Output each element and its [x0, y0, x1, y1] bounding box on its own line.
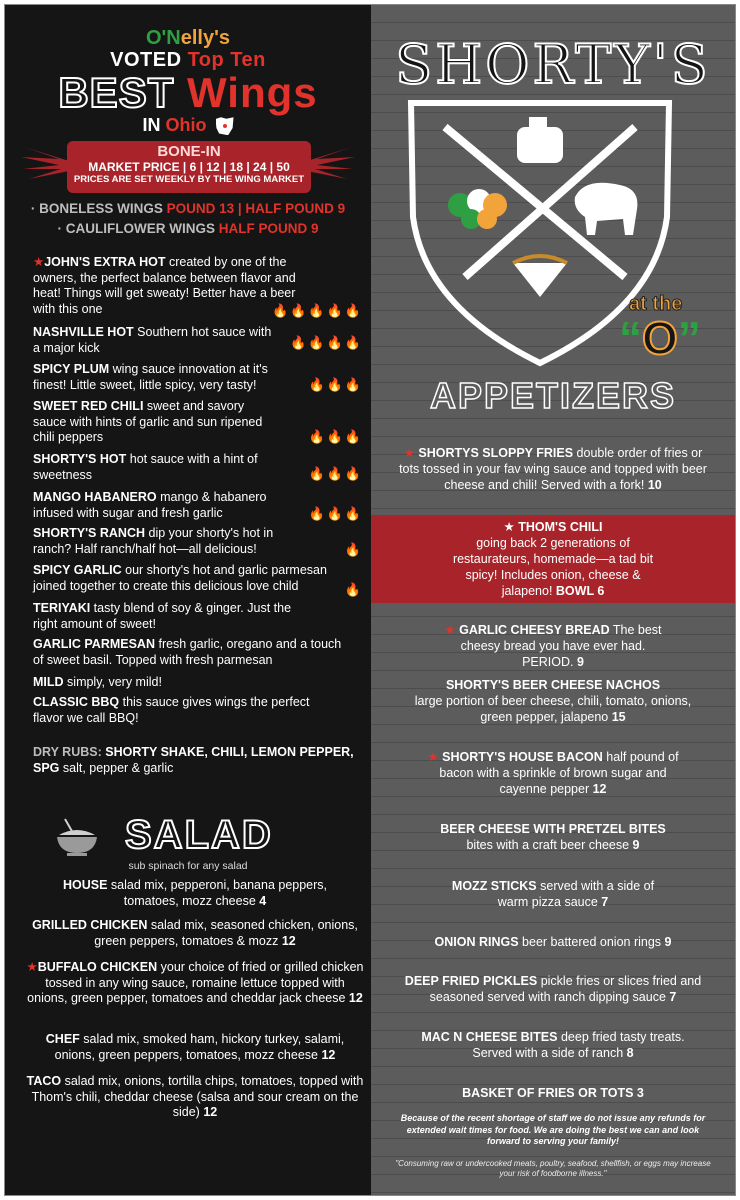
heat-rating-icon: 🔥 — [344, 582, 363, 597]
appetizer-item: ONION RINGS beer battered onion rings 9 — [434, 935, 672, 949]
heat-rating-icon: 🔥🔥🔥 — [308, 377, 363, 392]
appetizer-item: MOZZ STICKS served with a side of warm pizza sauce 7 — [451, 879, 655, 909]
at-the-text: at the — [629, 293, 683, 315]
appetizer-item: DEEP FRIED PICKLES pickle fries or slices fried and seasoned served with ranch dipping sauce 7 — [404, 974, 702, 1004]
sauce-item: ★JOHN'S EXTRA HOT created by one of the owners, the perfect balance between flavor and heat! Things will get sweaty! Better have a beer with this one — [33, 255, 296, 316]
in-ohio-heading: IN Ohio — [5, 115, 371, 136]
salad-item: HOUSE salad mix, pepperoni, banana peppers, tomatoes, mozz cheese 4 — [62, 878, 328, 908]
heat-rating-icon: 🔥🔥🔥 — [308, 466, 363, 481]
appetizer-item: BEER CHEESE WITH PRETZEL BITES bites with a craft beer cheese 9 — [440, 822, 666, 852]
best-wings-heading: BEST Wings — [58, 69, 318, 116]
wing-flourish-left-icon — [19, 143, 69, 183]
big-o-logo: “O” — [619, 312, 701, 364]
wing-flourish-right-icon — [307, 143, 357, 183]
sauce-item: SPICY GARLIC our shorty's hot and garlic parmesan joined together to create this delicious love child — [33, 563, 327, 593]
bone-in-banner: BONE-IN MARKET PRICE | 6 | 12 | 18 | 24 | 50 PRICES ARE SET WEEKLY BY THE WING MARKET — [67, 141, 311, 193]
appetizer-item-featured: ★ THOM'S CHILI going back 2 generations of restaurateurs, homemade—a tad bit spicy! Includes onion, cheese & jalapeno! BOWL 6 — [452, 520, 654, 598]
voted-heading: VOTED Top Ten — [110, 49, 266, 71]
salad-item: GRILLED CHICKEN salad mix, seasoned chicken, onions, green peppers, tomatoes & mozz 12 — [32, 918, 358, 948]
appetizer-item: SHORTY'S BEER CHEESE NACHOS large portion of beer cheese, chili, tomato, onions, green pepper, jalapeno 15 — [414, 678, 692, 724]
sauce-item: SHORTY'S HOT hot sauce with a hint of sweetness — [33, 452, 258, 482]
ohio-map-icon — [216, 117, 234, 135]
appetizer-item: ★ SHORTY'S HOUSE BACON half pound of bacon with a sprinkle of brown sugar and cayenne pepper 12 — [427, 750, 679, 796]
sauce-item: NASHVILLE HOT Southern hot sauce with a major kick — [33, 325, 272, 355]
sauce-item: MANGO HABANERO mango & habanero infused with sugar and fresh garlic — [33, 490, 267, 520]
salad-item: ★BUFFALO CHICKEN your choice of fried or grilled chicken tossed in any wing sauce, romaine lettuce topped with onions, green pepper, tomatoes and cheddar jack cheese 12 — [26, 960, 364, 1005]
sauce-item: SPICY PLUM wing sauce innovation at it's finest! Little sweet, little spicy, very tasty! — [33, 362, 268, 392]
appetizer-item: MAC N CHEESE BITES deep fried tasty treats. Served with a side of ranch 8 — [421, 1030, 685, 1060]
wings-panel — [5, 5, 371, 1195]
salad-heading: SALAD — [125, 813, 273, 857]
sauce-item: GARLIC PARMESAN fresh garlic, oregano and a touch of sweet basil. Topped with fresh parmesan — [33, 637, 342, 667]
heat-rating-icon: 🔥🔥🔥 — [308, 429, 363, 444]
boneless-wings-line: · BONELESS WINGS POUND 13 | HALF POUND 9 — [30, 201, 346, 216]
salad-bowl-icon — [55, 817, 99, 857]
sauce-item: SHORTY'S RANCH dip your shorty's hot in ranch? Half ranch/half hot—all delicious! — [33, 526, 274, 556]
sauce-item: CLASSIC BBQ this sauce gives wings the perfect flavor we call BBQ! — [33, 695, 310, 725]
salad-item: TACO salad mix, onions, tortilla chips, tomatoes, topped with Thom's chili, cheddar cheese (salsa and sour cream on the side) 12 — [26, 1074, 364, 1119]
cauliflower-wings-line: · CAULIFLOWER WINGS HALF POUND 9 — [57, 221, 319, 236]
dry-rubs: DRY RUBS: SHORTY SHAKE, CHILI, LEMON PEPPER, SPG salt, pepper & garlic — [33, 745, 354, 775]
onellys-heading: O'Nelly's — [145, 27, 230, 49]
appetizers-heading: APPETIZERS — [429, 375, 677, 416]
sauce-item: TERIYAKI tasty blend of soy & ginger. Just the right amount of sweet! — [33, 601, 292, 631]
refund-disclaimer: Because of the recent shortage of staff we do not issue any refunds for extended wait times for food. We are doing the best we can and look forward to serving your family! — [400, 1113, 706, 1146]
sauce-item: MILD simply, very mild! — [33, 675, 162, 689]
shortys-logo-text: SHORTY'S — [395, 33, 711, 96]
heat-rating-icon: 🔥🔥🔥🔥🔥 — [272, 303, 363, 318]
menu-page — [4, 4, 736, 1196]
heat-rating-icon: 🔥 — [344, 542, 363, 557]
heat-rating-icon: 🔥🔥🔥 — [308, 506, 363, 521]
health-warning: "Consuming raw or undercooked meats, poultry, seafood, shellfish, or eggs may increase your risk of foodborne illness." — [395, 1159, 711, 1178]
appetizer-item: BASKET OF FRIES OR TOTS 3 — [462, 1086, 644, 1100]
appetizer-item: ★ SHORTYS SLOPPY FRIES double order of fries or tots tossed in your fav wing sauce and topped with beer cheese and chili! Served with a fork! 10 — [399, 446, 707, 492]
heat-rating-icon: 🔥🔥🔥🔥 — [290, 335, 363, 350]
appetizer-item: ★ GARLIC CHEESY BREAD The best cheesy bread you have ever had. PERIOD. 9 — [444, 623, 662, 669]
sauce-item: SWEET RED CHILI sweet and savory sauce with hints of garlic and sun ripened chili peppers — [33, 399, 263, 444]
salad-item: CHEF salad mix, smoked ham, hickory turkey, salami, onions, green peppers, tomatoes, mozz cheese 12 — [45, 1032, 345, 1062]
salad-subtitle: sub spinach for any salad — [128, 860, 248, 872]
appetizers-panel — [371, 5, 735, 1195]
